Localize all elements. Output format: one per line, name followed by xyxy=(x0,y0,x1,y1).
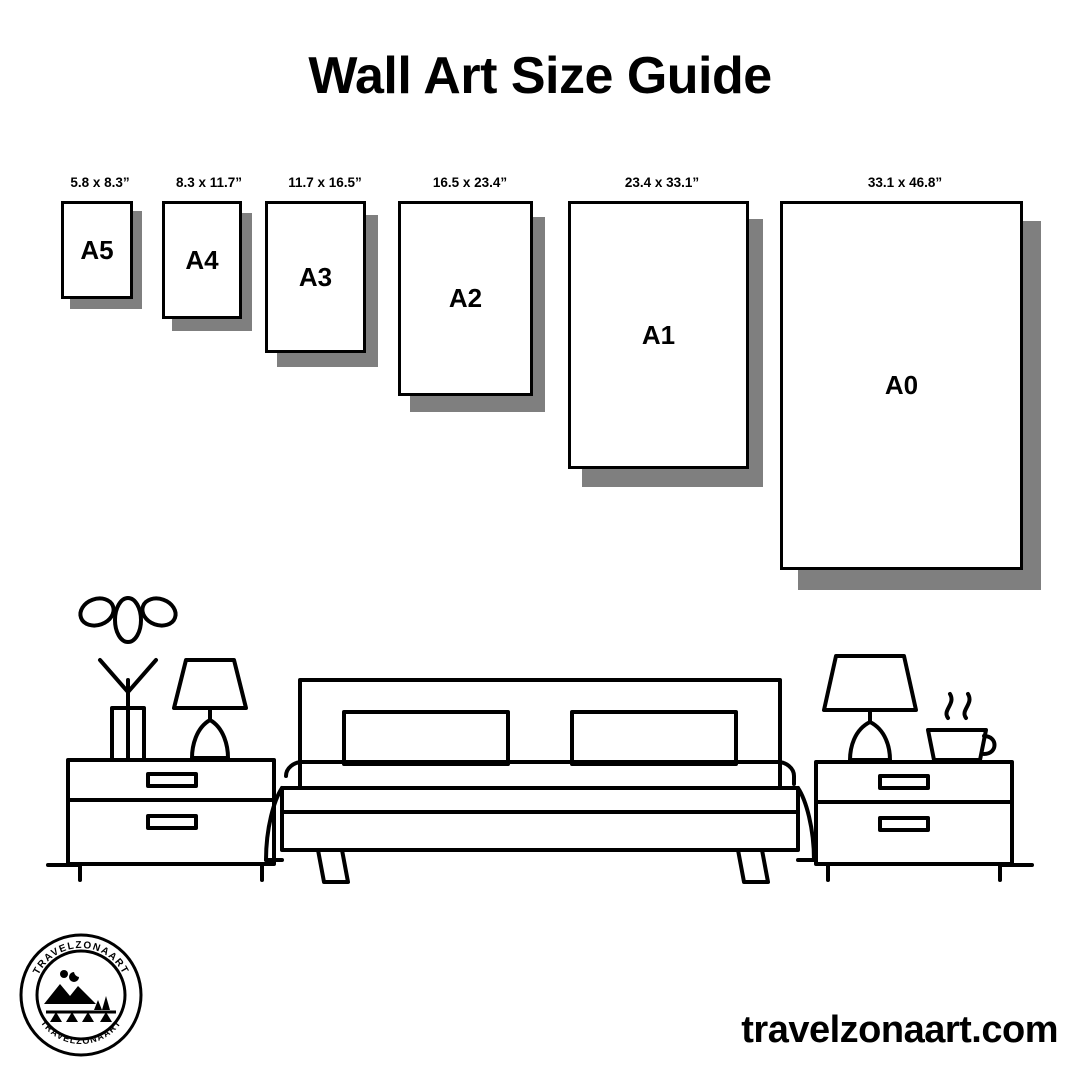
frame-label-a4: A4 xyxy=(185,244,219,275)
left-nightstand-illustration xyxy=(68,760,274,880)
frame-box-a2[interactable] xyxy=(398,201,533,396)
frame-box-a1[interactable] xyxy=(568,201,749,469)
logo-text-bottom: TRAVELZONAART xyxy=(38,1017,124,1047)
right-nightstand-illustration xyxy=(816,762,1012,880)
frame-dimension-a3: 11.7 x 16.5” xyxy=(288,175,362,190)
page-title: Wall Art Size Guide xyxy=(308,47,772,105)
frame-box-a3[interactable] xyxy=(265,201,366,353)
frame-label-a5: A5 xyxy=(80,234,114,265)
frame-dimension-a1: 23.4 x 33.1” xyxy=(624,175,700,190)
logo-text-top: TRAVELZONAART xyxy=(31,939,131,977)
frame-label-a2: A2 xyxy=(448,283,483,313)
bedroom-illustration xyxy=(0,560,1080,910)
frame-label-a3: A3 xyxy=(298,261,333,292)
frame-dimension-a5: 5.8 x 8.3” xyxy=(70,175,130,190)
frame-dimension-a2: 16.5 x 23.4” xyxy=(432,175,508,190)
left-lamp-illustration xyxy=(174,660,246,760)
frame-dimension-a4: 8.3 x 11.7” xyxy=(175,175,243,190)
right-lamp-illustration xyxy=(824,656,916,762)
frame-label-a0: A0 xyxy=(884,370,919,400)
logo-mountain-scene xyxy=(44,970,116,1022)
frame-box-a4[interactable] xyxy=(162,201,242,319)
frame-label-a1: A1 xyxy=(641,319,676,350)
svg-text:TRAVELZONAART xyxy=(39,1018,123,1046)
travelzonaart-logo[interactable] xyxy=(16,930,146,1060)
bed-illustration xyxy=(266,680,814,882)
coffee-cup-illustration xyxy=(928,694,995,760)
frame-box-a0[interactable] xyxy=(780,201,1023,570)
frame-dimension-a0: 33.1 x 46.8” xyxy=(867,175,943,190)
plant-illustration xyxy=(77,594,180,760)
frame-box-a5[interactable] xyxy=(61,201,133,299)
website-url[interactable]: travelzonaart.com xyxy=(741,1009,1058,1051)
